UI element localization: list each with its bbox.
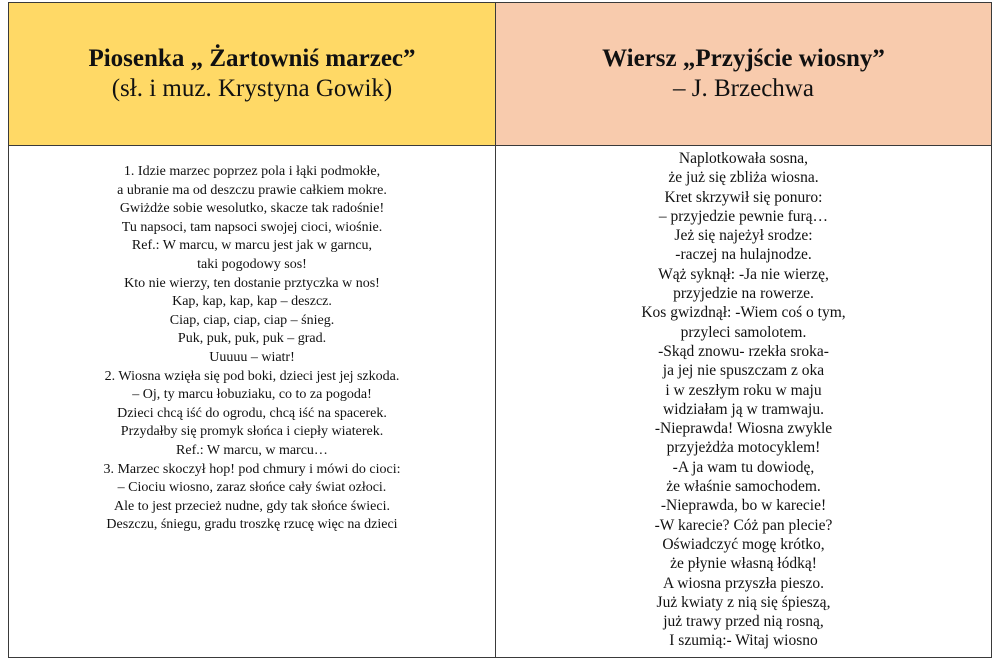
header-divider [9, 145, 991, 146]
song-line: – Ciociu wiosno, zaraz słońce cały świat ozłoci. [117, 480, 387, 496]
poem-line: Jeż się najeżył srodze: [674, 227, 813, 245]
poem-line: I szumią:- Witaj wiosno [669, 632, 818, 650]
song-author: (sł. i muz. Krystyna Gowik) [111, 75, 393, 102]
poem-line: że płynie własną łódką! [670, 555, 817, 573]
song-line: Tu napsoci, tam napsoci swojej cioci, wiośnie. [121, 219, 383, 235]
song-header-cell [9, 3, 495, 145]
song-line: Dzieci chcą iść do ogrodu, chcą iść na spacerek. [117, 405, 387, 421]
poem-line: przyjeżdża motocyklem! [666, 439, 821, 457]
poem-line: Oświadczyć mogę krótko, [662, 535, 825, 553]
song-line: Gwiżdże sobie wesolutko, skacze tak radośnie! [119, 201, 385, 217]
comparison-table [8, 2, 992, 658]
song-lyrics-cell [9, 163, 495, 535]
poem-line: widziałam ją w tramwaju. [663, 400, 824, 418]
poem-header-cell [496, 3, 991, 145]
poem-text-cell [496, 149, 991, 651]
song-line: Kto nie wierzy, ten dostanie prztyczka w nos! [124, 275, 380, 291]
song-title: Piosenka „ Żartowniś marzec” [88, 45, 416, 72]
poem-title: Wiersz „Przyjście wiosny” [602, 45, 885, 72]
song-line: 2. Wiosna wzięła się pod boki, dzieci jest jej szkoda. [104, 368, 400, 384]
song-line: Ciap, ciap, ciap, ciap – śnieg. [169, 312, 335, 328]
poem-line: że właśnie samochodem. [666, 478, 821, 496]
song-line: 1. Idzie marzec poprzez pola i łąki podmokłe, [123, 164, 381, 179]
poem-line: ja jej nie spuszczam z oka [662, 362, 825, 380]
song-line: Ale to jest przecież nudne, gdy tak słońce świeci. [113, 498, 390, 514]
song-line: Ref.: W marcu, w marcu jest jak w garncu, [131, 238, 373, 254]
song-line: taki pogodowy sos! [197, 256, 307, 272]
poem-line: przyleci samolotem. [680, 323, 807, 341]
song-line: a ubranie ma od deszczu prawie całkiem mokre. [117, 182, 387, 198]
poem-line: – przyjedzie pewnie furą… [658, 207, 829, 225]
poem-line: już trawy przed nią rosną, [663, 613, 824, 631]
song-line: – Oj, ty marcu łobuziaku, co to za pogoda! [132, 387, 372, 403]
poem-line: Kos gwizdnął: -Wiem coś o tym, [641, 304, 846, 322]
poem-line: -raczej na hulajnodze. [675, 246, 812, 264]
song-line: Deszczu, śniegu, gradu troszkę rzucę więc na dzieci [106, 517, 398, 533]
poem-line: A wiosna przyszła pieszo. [663, 574, 824, 592]
poem-line: -Nieprawda! Wiosna zwykle [654, 420, 833, 438]
song-line: Przydałby się promyk słońca i ciepły wiaterek. [120, 424, 384, 440]
poem-line: Naplotkowała sosna, [678, 150, 809, 167]
poem-line: Kret skrzywił się ponuro: [664, 188, 823, 206]
song-line: 3. Marzec skoczył hop! pod chmury i mówi do cioci: [103, 461, 401, 477]
poem-line: że już się zbliża wiosna. [668, 169, 819, 187]
poem-line: przyjedzie na rowerze. [673, 285, 814, 303]
poem-line: i w zeszłym roku w maju [665, 381, 822, 399]
song-line: Ref.: W marcu, w marcu… [176, 442, 328, 458]
song-line: Puk, puk, puk, puk – grad. [177, 331, 327, 347]
poem-author: – J. Brzechwa [673, 75, 814, 102]
poem-line: -Nieprawda, bo w karecie! [660, 497, 827, 515]
poem-line: -A ja wam tu dowiodę, [672, 458, 815, 476]
song-line: Kap, kap, kap, kap – deszcz. [172, 294, 332, 310]
poem-line: -W karecie? Cóż pan plecie? [654, 516, 833, 534]
song-line: Uuuuu – wiatr! [209, 349, 295, 365]
poem-line: Wąż syknął: -Ja nie wierzę, [658, 265, 829, 283]
poem-line: Już kwiaty z nią się śpieszą, [656, 593, 831, 611]
poem-line: -Skąd znowu- rzekła sroka- [658, 342, 829, 360]
